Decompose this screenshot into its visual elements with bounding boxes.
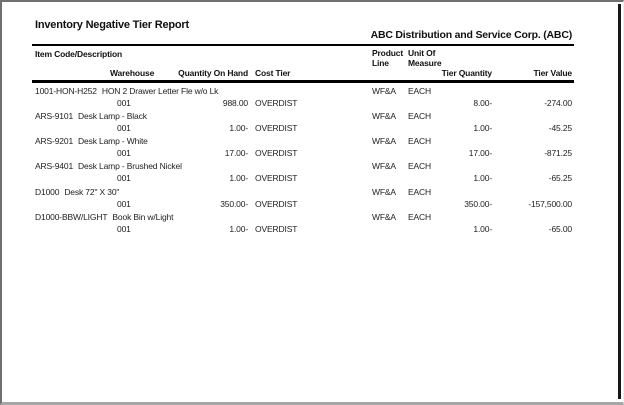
item-code-description — [35, 86, 218, 96]
item-code: D1000 — [35, 187, 60, 197]
item-description: Desk Lamp - White — [78, 136, 148, 146]
item-description: Desk Lamp - Black — [78, 111, 147, 121]
tier-quantity-cell: 1.00- — [473, 224, 492, 234]
table-row — [2, 86, 624, 111]
product-line-cell: WF&A — [372, 212, 396, 222]
cost-tier-cell: OVERDIST — [255, 199, 298, 209]
tier-quantity-cell: 17.00- — [468, 148, 492, 158]
item-description: HON 2 Drawer Letter Fle w/o Lk — [101, 86, 219, 96]
table-row — [2, 187, 624, 212]
item-code-description — [35, 212, 173, 222]
product-line-cell: WF&A — [372, 161, 396, 171]
tier-quantity-cell: 8.00- — [473, 98, 492, 108]
warehouse-cell: 001 — [117, 123, 131, 133]
quantity-on-hand-cell: 350.00- — [220, 199, 248, 209]
column-header-item-code-description: Item Code/Description — [35, 49, 123, 59]
product-line-cell: WF&A — [372, 187, 396, 197]
unit-of-measure-cell: EACH — [408, 212, 432, 222]
tier-value-cell: -157,500.00 — [528, 199, 572, 209]
item-code-description — [35, 136, 148, 146]
cost-tier-cell: OVERDIST — [255, 123, 298, 133]
item-code-description — [35, 161, 182, 171]
report-title: Inventory Negative Tier Report — [35, 19, 189, 31]
warehouse-cell: 001 — [117, 148, 131, 158]
tier-value-cell: -65.00 — [548, 224, 572, 234]
table-row — [2, 136, 624, 161]
cost-tier-cell: OVERDIST — [255, 173, 298, 183]
table-row — [2, 111, 624, 136]
warehouse-cell: 001 — [117, 173, 131, 183]
cost-tier-cell: OVERDIST — [255, 148, 298, 158]
table-row — [2, 161, 624, 186]
quantity-on-hand-cell: 1.00- — [229, 173, 248, 183]
column-header-warehouse: Warehouse — [110, 68, 155, 78]
cost-tier-cell: OVERDIST — [255, 98, 298, 108]
column-header-tier-quantity: Tier Quantity — [441, 68, 492, 78]
quantity-on-hand-cell: 17.00- — [224, 148, 248, 158]
warehouse-cell: 001 — [117, 199, 131, 209]
table-row — [2, 212, 624, 237]
column-header-quantity-on-hand: Quantity On Hand — [178, 68, 248, 78]
tier-quantity-cell: 350.00- — [464, 199, 492, 209]
tier-value-cell: -274.00 — [544, 98, 572, 108]
unit-of-measure-cell: EACH — [408, 187, 432, 197]
unit-of-measure-cell: EACH — [408, 136, 432, 146]
page-right-edge-bar — [618, 4, 621, 399]
header-rule-top — [32, 44, 574, 46]
company-name: ABC Distribution and Service Corp. (ABC) — [370, 29, 572, 41]
item-description: Desk 72" X 30" — [64, 187, 120, 197]
item-code: ARS-9101 — [35, 111, 74, 121]
tier-value-cell: -45.25 — [548, 123, 572, 133]
column-header-tier-value: Tier Value — [533, 68, 572, 78]
header-rule-bottom — [32, 80, 574, 83]
item-description: Book Bin w/Light — [112, 212, 174, 222]
item-code-description — [35, 111, 147, 121]
warehouse-cell: 001 — [117, 98, 131, 108]
product-line-cell: WF&A — [372, 136, 396, 146]
unit-of-measure-cell: EACH — [408, 111, 432, 121]
product-line-cell: WF&A — [372, 111, 396, 121]
item-code-description — [35, 187, 119, 197]
quantity-on-hand-cell: 1.00- — [229, 123, 248, 133]
unit-of-measure-cell: EACH — [408, 161, 432, 171]
item-code: D1000-BBW/LIGHT — [35, 212, 108, 222]
column-header-product-line-2: Line — [372, 58, 389, 68]
quantity-on-hand-cell: 1.00- — [229, 224, 248, 234]
column-header-product-line-1: Product — [372, 48, 404, 58]
cost-tier-cell: OVERDIST — [255, 224, 298, 234]
unit-of-measure-cell: EACH — [408, 86, 432, 96]
item-code: 1001-HON-H252 — [35, 86, 97, 96]
column-header-unit-of-measure-1: Unit Of — [408, 48, 436, 58]
item-code: ARS-9201 — [35, 136, 74, 146]
column-header-cost-tier: Cost Tier — [255, 68, 291, 78]
item-code: ARS-9401 — [35, 161, 74, 171]
tier-quantity-cell: 1.00- — [473, 123, 492, 133]
warehouse-cell: 001 — [117, 224, 131, 234]
tier-value-cell: -871.25 — [544, 148, 572, 158]
product-line-cell: WF&A — [372, 86, 396, 96]
column-header-unit-of-measure-2: Measure — [408, 58, 442, 68]
tier-quantity-cell: 1.00- — [473, 173, 492, 183]
quantity-on-hand-cell: 988.00 — [222, 98, 248, 108]
tier-value-cell: -65.25 — [548, 173, 572, 183]
item-description: Desk Lamp - Brushed Nickel — [78, 161, 182, 171]
